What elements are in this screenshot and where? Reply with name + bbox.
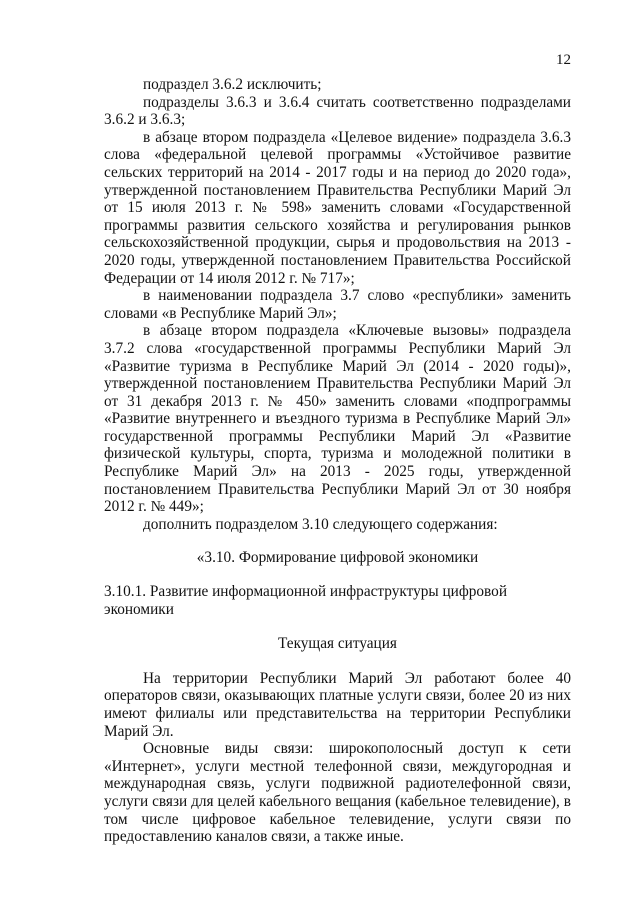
paragraph-operators: На территории Республики Марий Эл работают более 40 операторов связи, оказывающих платные услуги связи, более 20 из них имеют филиалы или представительства на территории Республики Марий Эл. bbox=[104, 669, 571, 740]
document-body bbox=[104, 76, 571, 846]
paragraph-target-vision: в абзаце втором подраздела «Целевое видение» подраздела 3.6.3 слова «федеральной целевой программы «Устойчивое развитие сельских территорий на 2014 - 2017 годы и на период до 2020 года», утвержденной постановлением Правительства Республики Марий Эл от 15 июля 2013 г. № 598» заменить словами «Государственной программы развития сельского хозяйства и регулирования рынков сельскохозяйственной продукции, сырья и продовольствия на 2013 - 2020 годы, утвержденной постановлением Правительства Российской Федерации от 14 июля 2012 г. № 717»; bbox=[104, 128, 571, 287]
paragraph-key-challenges: в абзаце втором подраздела «Ключевые вызовы» подраздела 3.7.2 слова «государственной программы Республики Марий Эл «Развитие туризма в Республике Марий Эл (2014 - 2020 годы)», утвержденной постановлением Правительства Республики Марий Эл от 31 декабря 2013 г. № 450» заменить словами «подпрограммы «Развитие внутреннего и въездного туризма в Республике Марий Эл» государственной программы Республики Марий Эл «Развитие физической культуры, спорта, туризма и молодежной политики в Республике Марий Эл» на 2013 - 2025 годы, утвержденной постановлением Правительства Республики Марий Эл от 30 ноября 2012 г. № 449»; bbox=[104, 322, 571, 516]
paragraph-add-subsection: дополнить подразделом 3.10 следующего содержания: bbox=[143, 515, 498, 533]
current-situation-heading: Текущая ситуация bbox=[278, 635, 397, 653]
paragraph-rename-subsection: в наименовании подраздела 3.7 слово «республики» заменить словами «в Республике Марий Эл»; bbox=[104, 287, 571, 322]
paragraph-remove-subsection: подраздел 3.6.2 исключить; bbox=[143, 76, 322, 93]
section-heading: «3.10. Формирование цифровой экономики bbox=[196, 549, 479, 567]
paragraph-communication-types: Основные виды связи: широкополосный доступ к сети «Интернет», услуги местной телефонной связи, междугородная и международная связь, услуги подвижной радиотелефонной связи, услуги связи для целей кабельного вещания (кабельное телевидение), в том числе цифровое кабельное телевидение, услуги связи по предоставлению каналов связи, а также иные. bbox=[104, 740, 571, 846]
page-number: 12 bbox=[556, 52, 571, 68]
paragraph-renumber-subsections: подразделы 3.6.3 и 3.6.4 считать соответственно подразделами 3.6.2 и 3.6.3; bbox=[104, 93, 571, 129]
subsection-heading: 3.10.1. Развитие информационной инфраструктуры цифровой экономики bbox=[104, 583, 508, 618]
